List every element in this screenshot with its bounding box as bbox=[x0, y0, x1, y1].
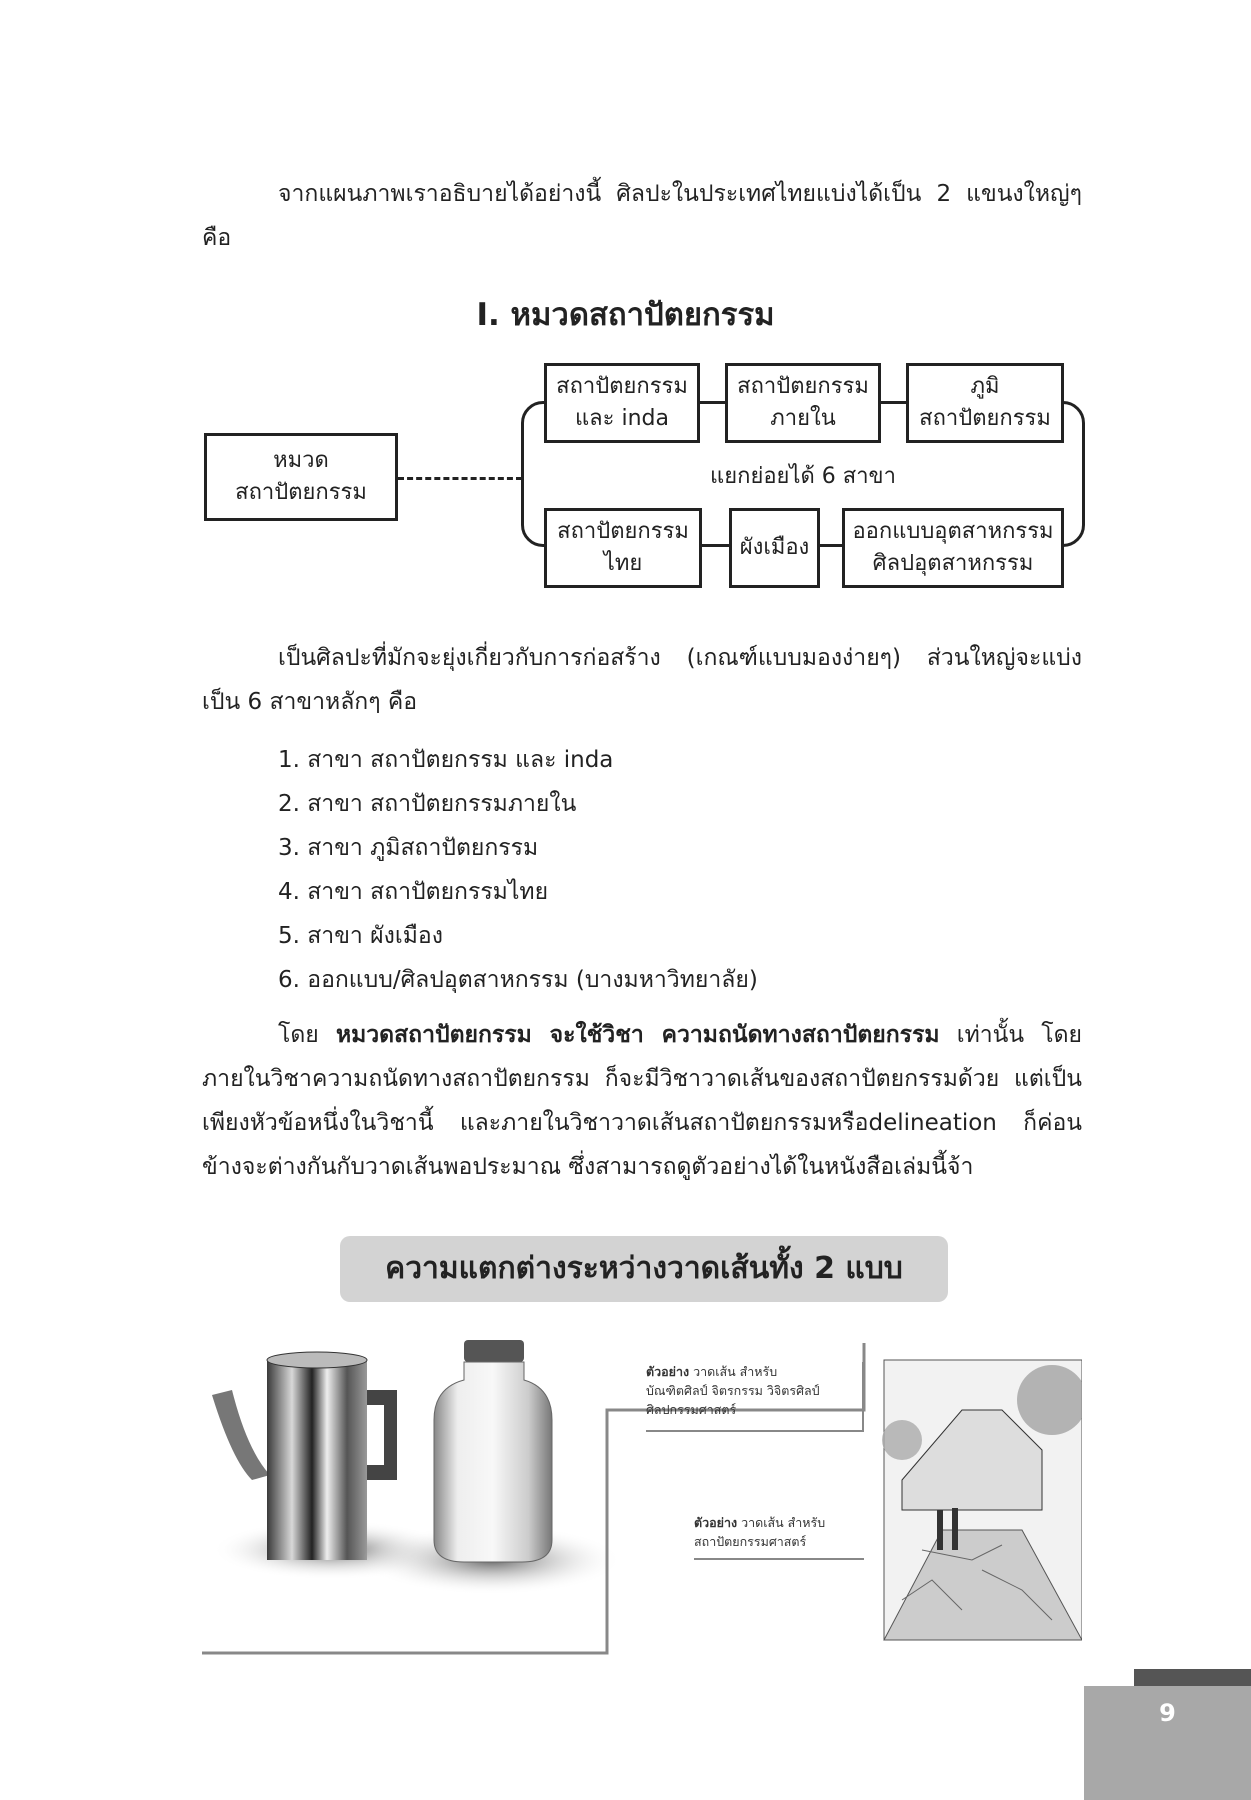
street-sketch-drawing bbox=[882, 1360, 1082, 1640]
explanation-lead: โดย bbox=[278, 1022, 319, 1048]
root-box-line: สถาปัตยกรรม bbox=[235, 480, 367, 505]
root-box-line: หมวด bbox=[273, 448, 329, 473]
list-item: 3. สาขา ภูมิสถาปัตยกรรม bbox=[278, 835, 539, 861]
box-line: ภายใน bbox=[770, 406, 836, 431]
box-line: และ inda bbox=[575, 406, 669, 431]
explanation-paragraph bbox=[202, 1013, 1082, 1189]
branches-intro-text: เป็นศิลปะที่มักจะยุ่งเกี่ยวกับการก่อสร้าง (เกณฑ์แบบมองง่ายๆ) ส่วนใหญ่จะแบ่งเป็น 6 สาขาหลักๆ คือ bbox=[202, 645, 1082, 715]
caption-line: สถาปัตยกรรมศาสตร์ bbox=[694, 1534, 807, 1549]
list-item: 6. ออกแบบ/ศิลปอุตสาหกรรม (บางมหาวิทยาลัย) bbox=[278, 967, 758, 993]
caption-line: วาดเส้น สำหรับ bbox=[741, 1515, 826, 1530]
list-item: 1. สาขา สถาปัตยกรรม และ inda bbox=[278, 747, 614, 773]
branch-label: แยกย่อยได้ 6 สาขา bbox=[710, 464, 896, 489]
root-box bbox=[204, 433, 398, 521]
box-line: สถาปัตยกรรม bbox=[919, 406, 1051, 431]
drawings-illustration bbox=[202, 1340, 1082, 1660]
fine-art-caption bbox=[646, 1362, 820, 1419]
box-line: ศิลปอุตสาหกรรม bbox=[872, 551, 1034, 576]
architecture-caption bbox=[694, 1513, 825, 1551]
list-item: 4. สาขา สถาปัตยกรรมไทย bbox=[278, 879, 549, 905]
box-line: สถาปัตยกรรม bbox=[737, 374, 869, 399]
section-title: I. หมวดสถาปัตยกรรม bbox=[476, 297, 775, 333]
branches-intro-paragraph bbox=[202, 636, 1082, 724]
bottom-box-industrial-design bbox=[842, 508, 1064, 588]
fine-art-caption-rule bbox=[646, 1430, 864, 1432]
box-line: ผังเมือง bbox=[739, 535, 810, 560]
explanation-text: เท่านั้น โดยภายในวิชาความถนัดทางสถาปัตยกรรม ก็จะมีวิชาวาดเส้นของสถาปัตยกรรมด้วย แต่เป็นเพียงหัวข้อหนึ่งในวิชานี้ และภายในวิชาวาดเส้นสถาปัตยกรรมหรือdelineation ก็ค่อนข้างจะต่างกันกับวาดเส้นพอประมาณ ซึ่งสามารถดูตัวอย่างได้ในหนังสือเล่มนี้จ้า bbox=[202, 1022, 1082, 1180]
intro-paragraph bbox=[202, 172, 1082, 260]
box-line: สถาปัตยกรรม bbox=[556, 374, 688, 399]
explanation-bold: หมวดสถาปัตยกรรม จะใช้วิชา ความถนัดทางสถาปัตยกรรม bbox=[335, 1022, 940, 1048]
caption-line: บัณฑิตศิลป์ จิตรกรรม วิจิตรศิลป์ bbox=[646, 1383, 820, 1398]
page-tab-accent bbox=[1134, 1669, 1251, 1686]
jar-drawing bbox=[362, 1340, 622, 1595]
fine-art-caption-rule-vertical bbox=[862, 1362, 864, 1432]
bottom-box-thai-architecture bbox=[544, 508, 702, 588]
architecture-caption-rule bbox=[694, 1558, 864, 1560]
intro-text: จากแผนภาพเราอธิบายได้อย่างนี้ ศิลปะในประเทศไทยแบ่งได้เป็น 2 แขนงใหญ่ๆ คือ bbox=[202, 181, 1082, 251]
top-box-landscape bbox=[906, 363, 1064, 443]
comparison-banner: ความแตกต่างระหว่างวาดเส้นทั้ง 2 แบบ bbox=[340, 1236, 948, 1302]
caption-label: ตัวอย่าง bbox=[694, 1515, 738, 1530]
top-box-architecture bbox=[544, 363, 700, 443]
box-line: สถาปัตยกรรม bbox=[557, 519, 689, 544]
box-line: ไทย bbox=[603, 551, 643, 576]
box-line: ออกแบบอุตสาหกรรม bbox=[852, 519, 1054, 544]
caption-line: วาดเส้น สำหรับ bbox=[693, 1364, 778, 1379]
branch-list bbox=[278, 738, 758, 1002]
list-item: 5. สาขา ผังเมือง bbox=[278, 923, 443, 949]
page-number: 9 bbox=[1159, 1699, 1176, 1727]
bottom-box-urban-planning bbox=[729, 508, 820, 588]
diagram-connector bbox=[398, 477, 522, 480]
caption-label: ตัวอย่าง bbox=[646, 1364, 690, 1379]
box-line: ภูมิ bbox=[970, 374, 1000, 399]
list-item: 2. สาขา สถาปัตยกรรมภายใน bbox=[278, 791, 577, 817]
top-box-interior bbox=[725, 363, 881, 443]
caption-line: ศิลปกรรมศาสตร์ bbox=[646, 1402, 737, 1417]
